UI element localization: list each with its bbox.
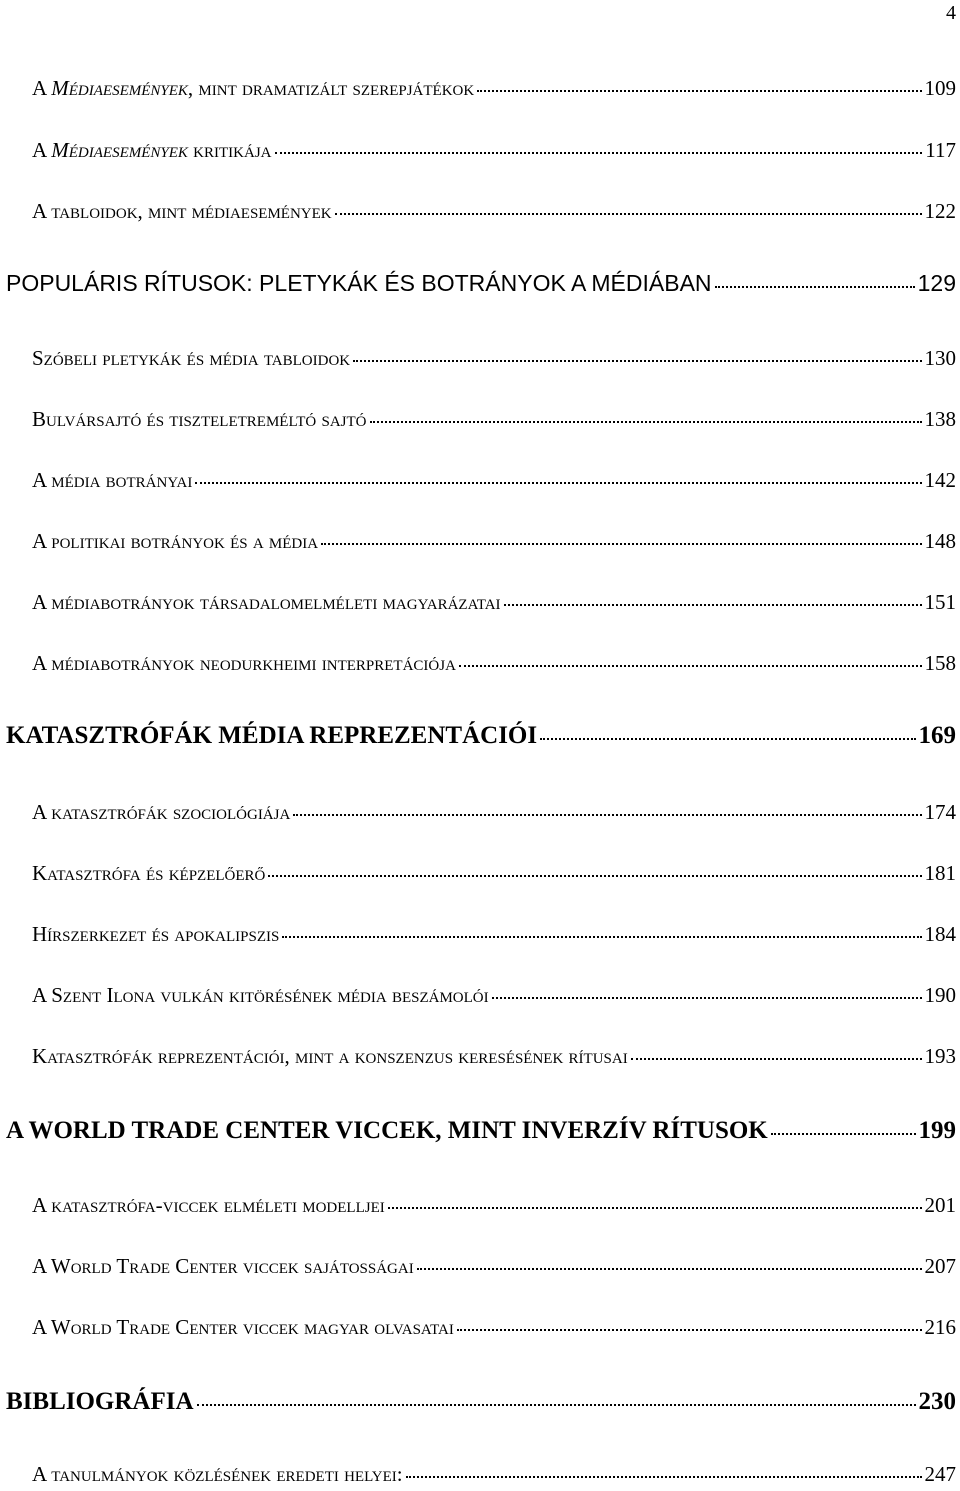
toc-entry-title: A tanulmányok közlésének eredeti helyei: bbox=[32, 1462, 403, 1486]
toc-entry[interactable] bbox=[32, 861, 956, 886]
toc-dot-leader bbox=[406, 1475, 922, 1478]
toc-entry-page: 247 bbox=[924, 1462, 956, 1486]
toc-dot-leader bbox=[540, 737, 915, 740]
toc-entry-page: 174 bbox=[924, 800, 956, 824]
toc-entry-page: 138 bbox=[924, 407, 956, 431]
toc-entry-page: 142 bbox=[924, 468, 956, 492]
toc-entry-title: A Médiaesemények kritikája bbox=[32, 138, 272, 162]
toc-entry-page: 193 bbox=[924, 1044, 956, 1068]
toc-dot-leader bbox=[197, 1403, 916, 1406]
toc-dot-leader bbox=[335, 212, 922, 215]
toc-entry-title: A Szent Ilona vulkán kitörésének média beszámolói bbox=[32, 983, 489, 1007]
toc-entry-title: POPULÁRIS RÍTUSOK: PLETYKÁK ÉS BOTRÁNYOK A MÉDIÁBAN bbox=[6, 270, 712, 296]
toc-entry-title: A katasztrófák szociológiája bbox=[32, 800, 291, 824]
toc-entry-page: 199 bbox=[918, 1117, 956, 1144]
toc-entry[interactable] bbox=[32, 529, 956, 554]
toc-entry[interactable] bbox=[32, 1254, 956, 1279]
toc-entry[interactable] bbox=[32, 199, 956, 224]
toc-entry[interactable] bbox=[6, 722, 956, 750]
toc-entry-page: 184 bbox=[924, 922, 956, 946]
toc-entry-title: A médiabotrányok neodurkheimi interpretációja bbox=[32, 651, 456, 675]
toc-entry[interactable] bbox=[32, 922, 956, 947]
toc-entry[interactable] bbox=[32, 407, 956, 432]
toc-entry-title: Bulvársajtó és tiszteletreméltó sajtó bbox=[32, 407, 367, 431]
toc-entry-title: KATASZTRÓFÁK MÉDIA REPREZENTÁCIÓI bbox=[6, 722, 538, 749]
toc-dot-leader bbox=[195, 481, 921, 484]
toc-dot-leader bbox=[268, 874, 921, 877]
toc-dot-leader bbox=[457, 1328, 922, 1331]
toc-dot-leader bbox=[715, 285, 915, 288]
toc-entry[interactable] bbox=[32, 1462, 956, 1487]
toc-entry[interactable] bbox=[32, 1315, 956, 1340]
toc-entry-page: 201 bbox=[924, 1193, 956, 1217]
toc-entry[interactable] bbox=[6, 1117, 956, 1145]
toc-entry-page: 190 bbox=[924, 983, 956, 1007]
toc-entry-page: 207 bbox=[924, 1254, 956, 1278]
toc-entry[interactable] bbox=[6, 270, 956, 297]
toc-entry-page: 230 bbox=[918, 1388, 956, 1415]
toc-entry[interactable] bbox=[32, 983, 956, 1008]
toc-entry[interactable] bbox=[32, 590, 956, 615]
toc-dot-leader bbox=[282, 935, 921, 938]
toc-entry-title: BIBLIOGRÁFIA bbox=[6, 1388, 194, 1415]
toc-entry[interactable] bbox=[32, 76, 956, 101]
toc-dot-leader bbox=[388, 1206, 922, 1209]
toc-entry[interactable] bbox=[32, 346, 956, 371]
toc-entry-page: 158 bbox=[924, 651, 956, 675]
toc-entry-title: A médiabotrányok társadalomelméleti magyarázatai bbox=[32, 590, 501, 614]
toc-dot-leader bbox=[417, 1267, 922, 1270]
toc-entry-page: 109 bbox=[924, 76, 956, 100]
toc-entry-title: A politikai botrányok és a média bbox=[32, 529, 319, 553]
toc-entry-page: 122 bbox=[924, 199, 956, 223]
toc-entry-page: 169 bbox=[918, 722, 956, 749]
toc-entry[interactable] bbox=[32, 800, 956, 825]
toc-entry-page: 216 bbox=[924, 1315, 956, 1339]
toc-dot-leader bbox=[477, 89, 921, 92]
toc-entry-title: A World Trade Center viccek magyar olvasatai bbox=[32, 1315, 454, 1339]
toc-dot-leader bbox=[771, 1132, 916, 1135]
toc-entry-page: 130 bbox=[924, 346, 956, 370]
toc-dot-leader bbox=[370, 420, 922, 423]
toc-dot-leader bbox=[631, 1057, 922, 1060]
toc-entry[interactable] bbox=[32, 138, 956, 163]
toc-entry-page: 129 bbox=[917, 270, 956, 296]
toc-entry-title: Szóbeli pletykák és média tabloidok bbox=[32, 346, 351, 370]
toc-entry-page: 151 bbox=[924, 590, 956, 614]
toc-dot-leader bbox=[459, 664, 922, 667]
toc-dot-leader bbox=[275, 151, 923, 154]
toc-entry-title: A WORLD TRADE CENTER VICCEK, MINT INVERZÍV RÍTUSOK bbox=[6, 1117, 768, 1144]
toc-entry-title: Katasztrófa és képzelőerő bbox=[32, 861, 266, 885]
toc-dot-leader bbox=[504, 603, 922, 606]
toc-entry[interactable] bbox=[6, 1388, 956, 1416]
toc-entry-page: 117 bbox=[925, 138, 956, 162]
toc-entry-page: 148 bbox=[924, 529, 956, 553]
toc-entry-title: A World Trade Center viccek sajátosságai bbox=[32, 1254, 414, 1278]
toc-entry[interactable] bbox=[32, 1193, 956, 1218]
toc-entry-title: A Médiaesemények, mint dramatizált szerepjátékok bbox=[32, 76, 475, 100]
toc-entry[interactable] bbox=[32, 1044, 956, 1069]
page-number: 4 bbox=[946, 2, 956, 24]
toc-entry-title: Katasztrófák reprezentációi, mint a konszenzus keresésének rítusai bbox=[32, 1044, 628, 1068]
toc-entry-title: A média botrányai bbox=[32, 468, 193, 492]
toc-dot-leader bbox=[321, 542, 921, 545]
toc-entry[interactable] bbox=[32, 468, 956, 493]
toc-entry-title: A tabloidok, mint médiaesemények bbox=[32, 199, 332, 223]
toc-entry-title: Hírszerkezet és apokalipszis bbox=[32, 922, 280, 946]
toc-entry-title: A katasztrófa-viccek elméleti modelljei bbox=[32, 1193, 385, 1217]
toc-entry[interactable] bbox=[32, 651, 956, 676]
toc-dot-leader bbox=[353, 359, 921, 362]
toc-entry-page: 181 bbox=[924, 861, 956, 885]
toc-dot-leader bbox=[492, 996, 922, 999]
toc-dot-leader bbox=[293, 813, 921, 816]
